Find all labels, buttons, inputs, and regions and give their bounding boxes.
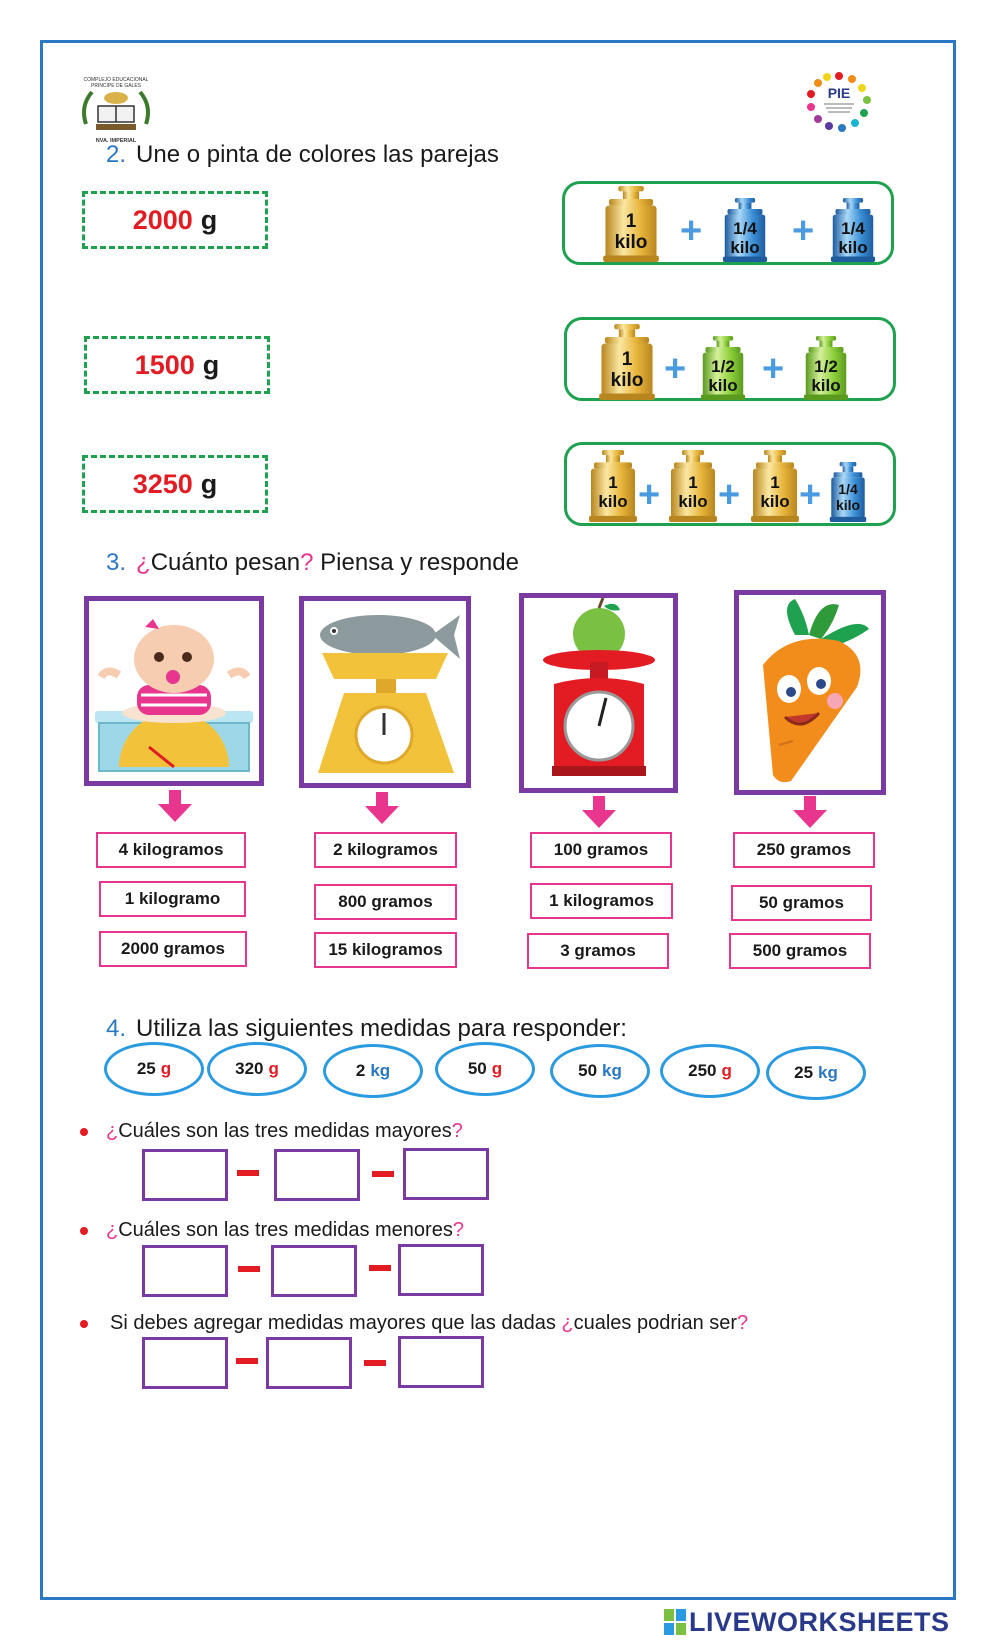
separator-dash (372, 1171, 394, 1177)
weight-top-label: 1 (688, 473, 698, 492)
answer-3c-input[interactable] (398, 1336, 484, 1388)
weight-option[interactable]: 50 gramos (731, 885, 872, 921)
weight-bottom-label: kilo (678, 492, 708, 511)
plus-icon: + (792, 210, 815, 252)
weight-option[interactable]: 1 kilogramos (530, 883, 673, 919)
weight-bottom-label: kilo (708, 376, 738, 395)
measure-oval[interactable] (766, 1046, 866, 1100)
weight-blue-1-4-kilo-icon (830, 198, 876, 262)
separator-dash (364, 1360, 386, 1366)
weight-top-label: 1/2 (711, 357, 735, 376)
weight-top-label: 1 (608, 473, 618, 492)
weight-top-label: 1 (621, 349, 633, 370)
weight-option[interactable]: 2000 gramos (99, 931, 247, 967)
weight-top-label: 1 (770, 473, 780, 492)
section-4-number: 4. (106, 1015, 127, 1042)
pie-logo (800, 70, 878, 136)
grams-box-2000[interactable]: 2000 g (82, 191, 268, 249)
measure-unit: g (721, 1061, 732, 1080)
section-3-number: 3. (106, 549, 127, 576)
measure-value: 2 (355, 1061, 366, 1080)
measure-unit: g (160, 1059, 172, 1078)
plus-icon: + (718, 474, 741, 516)
answer-3a-input[interactable] (142, 1337, 228, 1389)
separator-dash (238, 1266, 260, 1272)
weight-option[interactable]: 15 kilogramos (314, 932, 457, 968)
weight-top-label: 1 (625, 211, 637, 232)
measure-value: 25 (136, 1059, 156, 1078)
weight-option[interactable]: 800 gramos (314, 884, 457, 920)
plus-icon: + (664, 348, 687, 390)
section-3-heading: 3. ¿Cuánto pesan? Piensa y responde (106, 549, 519, 576)
measure-oval[interactable] (104, 1042, 204, 1096)
plus-icon: + (638, 474, 661, 516)
measure-oval[interactable] (207, 1042, 307, 1096)
plus-icon: + (680, 210, 703, 252)
grams-box-1500[interactable]: 1500 g (84, 336, 270, 394)
weight-green-1-2-kilo-icon (700, 336, 746, 400)
weight-option[interactable]: 2 kilogramos (314, 832, 457, 868)
answer-1a-input[interactable] (142, 1149, 228, 1201)
answer-2b-input[interactable] (271, 1245, 357, 1297)
weight-top-label: 1/4 (838, 481, 858, 497)
measure-value: 250 (688, 1061, 717, 1080)
weight-option[interactable]: 100 gramos (530, 832, 672, 868)
school-logo-line3: NVA. IMPERIAL (95, 138, 137, 144)
weight-top-label: 1/4 (733, 219, 757, 238)
question-1-bullet (80, 1128, 88, 1136)
weight-bottom-label: kilo (838, 238, 868, 257)
weight-option[interactable]: 3 gramos (527, 933, 669, 969)
measure-oval[interactable] (550, 1044, 650, 1098)
school-logo-line1: COMPLEJO EDUCACIONAL (83, 77, 149, 83)
measure-unit: kg (602, 1061, 622, 1080)
weight-green-1-2-kilo-icon (803, 336, 849, 400)
question-2: ¿Cuáles son las tres medidas menores? (106, 1219, 464, 1241)
section-4-title: Utiliza las siguientes medidas para responder: (136, 1015, 627, 1042)
question-3-bullet (80, 1320, 88, 1328)
weight-bottom-label: kilo (614, 232, 648, 253)
answer-2a-input[interactable] (142, 1245, 228, 1297)
weight-blue-1-4-kilo-icon (829, 462, 867, 522)
down-arrow-icon (793, 796, 827, 830)
measure-value: 25 (794, 1063, 814, 1082)
weight-top-label: 1/4 (841, 219, 865, 238)
measure-oval[interactable] (323, 1044, 423, 1098)
weight-bottom-label: kilo (598, 492, 628, 511)
separator-dash (369, 1265, 391, 1271)
down-arrow-icon (365, 792, 399, 826)
section-2-number: 2. (106, 141, 127, 168)
fish-on-scale-picture (299, 596, 471, 788)
weight-option[interactable]: 500 gramos (729, 933, 871, 969)
liveworksheets-logo[interactable] (664, 1606, 950, 1638)
weight-option[interactable]: 250 gramos (733, 832, 875, 868)
question-2-bullet (80, 1227, 88, 1235)
measure-unit: kg (818, 1063, 838, 1082)
apple-on-scale-picture (519, 593, 678, 793)
question-3: Si debes agregar medidas mayores que las dadas ¿cuales podrian ser? (110, 1312, 749, 1334)
weight-bottom-label: kilo (730, 238, 760, 257)
separator-dash (236, 1358, 258, 1364)
section-2-title: Une o pinta de colores las parejas (136, 141, 499, 168)
weight-bottom-label: kilo (811, 376, 841, 395)
weight-bottom-label: kilo (760, 492, 790, 511)
baby-on-scale-picture (84, 596, 264, 786)
answer-2c-input[interactable] (398, 1244, 484, 1296)
grams-box-3250[interactable]: 3250 g (82, 455, 268, 513)
weight-blue-1-4-kilo-icon (722, 198, 768, 262)
measure-value: 320 (235, 1059, 264, 1078)
measure-value: 50 (578, 1061, 598, 1080)
weight-gold-1-kilo-icon (588, 450, 638, 522)
weight-option[interactable]: 1 kilogramo (99, 881, 246, 917)
answer-1c-input[interactable] (403, 1148, 489, 1200)
weight-top-label: 1/2 (814, 357, 838, 376)
measure-unit: g (491, 1059, 503, 1078)
down-arrow-icon (158, 790, 192, 824)
question-1: ¿Cuáles son las tres medidas mayores? (106, 1120, 463, 1142)
carrot-picture (734, 590, 886, 795)
section-2-heading (106, 141, 499, 169)
weight-gold-1-kilo-icon (602, 186, 660, 262)
weight-gold-1-kilo-icon (750, 450, 800, 522)
school-logo-line2: PRINCIPE DE GALES (90, 83, 142, 89)
measure-oval[interactable] (660, 1044, 760, 1098)
weight-option[interactable]: 4 kilogramos (96, 832, 246, 868)
measure-oval[interactable] (435, 1042, 535, 1096)
down-arrow-icon (582, 796, 616, 830)
weight-gold-1-kilo-icon (668, 450, 718, 522)
weight-gold-1-kilo-icon (598, 324, 656, 400)
liveworksheets-brand: LIVEWORKSHEETS (689, 1606, 950, 1637)
measure-unit: g (268, 1059, 279, 1078)
answer-3b-input[interactable] (266, 1337, 352, 1389)
answer-1b-input[interactable] (274, 1149, 360, 1201)
plus-icon: + (762, 348, 785, 390)
section-4-heading (106, 1015, 627, 1043)
measure-unit: kg (370, 1061, 391, 1080)
plus-icon: + (799, 474, 822, 516)
weight-bottom-label: kilo (835, 497, 861, 513)
separator-dash (237, 1170, 259, 1176)
pie-logo-text: PIE (827, 85, 851, 101)
school-logo (78, 76, 154, 146)
liveworksheets-mark-icon (664, 1609, 686, 1635)
weight-bottom-label: kilo (610, 370, 644, 391)
measure-value: 50 (467, 1059, 487, 1078)
